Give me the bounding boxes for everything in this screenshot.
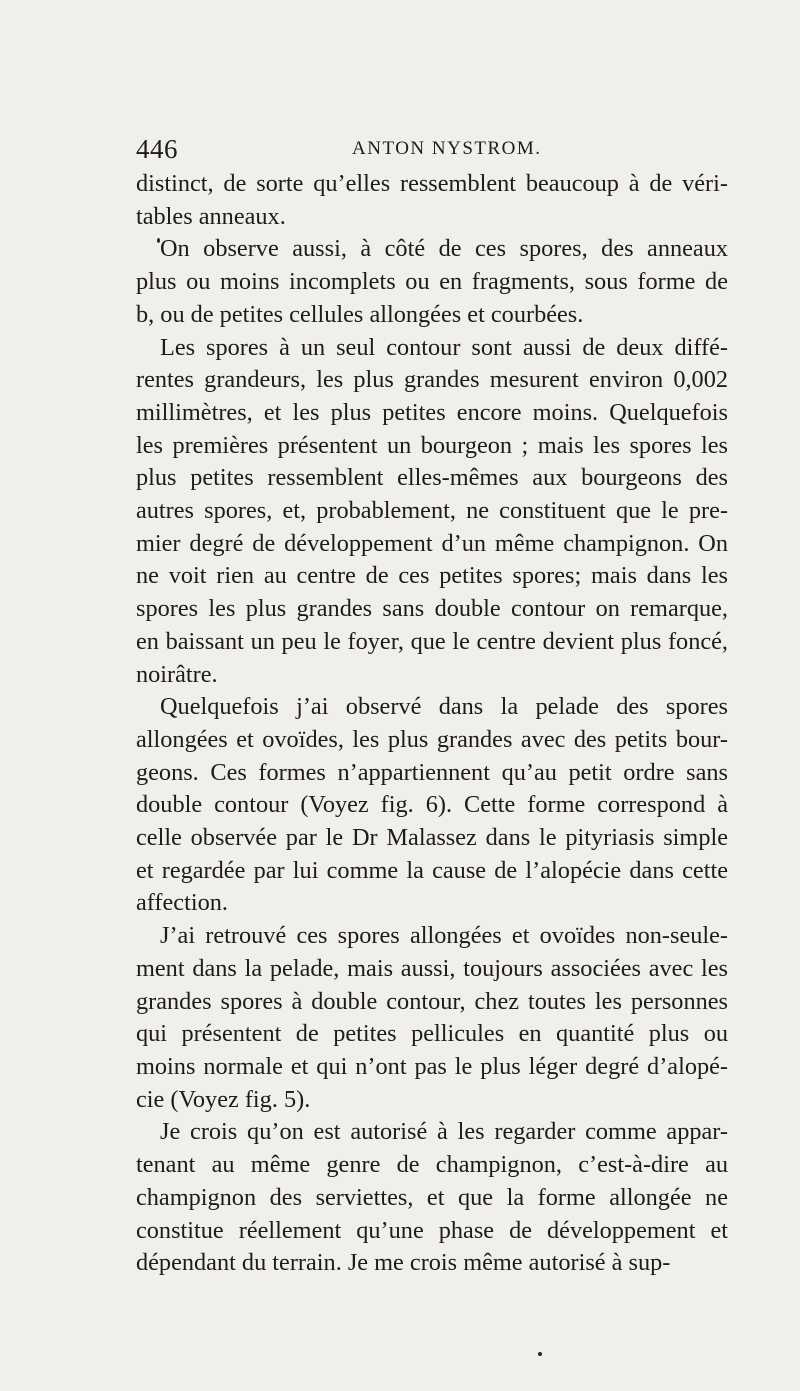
text-line: distinct, de sorte qu’elles ressemblent beaucoup à de véri- (136, 170, 728, 197)
text-line: mier degré de développement d’un même champignon. On (136, 529, 728, 557)
paragraph (136, 1116, 728, 1280)
text-line: millimètres, et les plus petites encore moins. Quelquefois (136, 398, 728, 426)
text-line: ne voit rien au centre de ces petites spores; mais dans les (136, 562, 728, 590)
text-line: champignon des serviettes, et que la forme allongée ne (136, 1183, 728, 1211)
text-line: spores les plus grandes sans double contour on remarque, (136, 595, 728, 623)
paragraph (136, 332, 728, 692)
text-line: geons. Ces formes n’appartiennent qu’au petit ordre sans (136, 758, 728, 786)
page-header (136, 128, 726, 168)
text-line: On observe aussi, à côté de ces spores, des anneaux (160, 235, 728, 263)
body-text (136, 168, 728, 1280)
text-line: celle observée par le Dr Malassez dans le pityriasis simple (136, 824, 728, 852)
text-line: b, ou de petites cellules allongées et courbées. (136, 300, 584, 328)
text-line: noirâtre. (136, 660, 218, 688)
text-line: autres spores, et, probablement, ne constituent que le pre- (136, 497, 728, 525)
text-line: rentes grandeurs, les plus grandes mesurent environ 0,002 (136, 366, 728, 394)
text-line: constitue réellement qu’une phase de développement et (136, 1216, 728, 1244)
text-line: allongées et ovoïdes, les plus grandes avec des petits bour- (136, 725, 728, 753)
text-line: et regardée par lui comme la cause de l’alopécie dans cette (136, 856, 728, 884)
text-line: double contour (Voyez fig. 6). Cette forme correspond à (136, 791, 728, 819)
text-line: grandes spores à double contour, chez toutes les personnes (136, 987, 728, 1015)
text-line: tables anneaux. (136, 202, 286, 230)
text-line: les premières présentent un bourgeon ; mais les spores les (136, 431, 728, 459)
text-line: Je crois qu’on est autorisé à les regarder comme appar- (160, 1118, 728, 1146)
text-line: dépendant du terrain. Je me crois même autorisé à sup- (136, 1249, 671, 1277)
paragraph (136, 691, 728, 920)
text-line: moins normale et qui n’ont pas le plus léger degré d’alopé- (136, 1052, 728, 1080)
paragraph (136, 920, 728, 1116)
text-line: tenant au même genre de champignon, c’est-à-dire au (136, 1151, 728, 1179)
text-line: Les spores à un seul contour sont aussi de deux diffé- (160, 333, 728, 361)
ink-speck (538, 1352, 542, 1356)
text-line: J’ai retrouvé ces spores allongées et ovoïdes non-seule- (160, 922, 728, 950)
text-line: Quelquefois j’ai observé dans la pelade des spores (160, 693, 728, 721)
text-line: cie (Voyez fig. 5). (136, 1085, 311, 1113)
page-number: 446 (136, 134, 178, 164)
running-head: ANTON NYSTROM. (352, 138, 542, 159)
text-line: ment dans la pelade, mais aussi, toujours associées avec les (136, 954, 728, 982)
ink-speck (157, 238, 160, 243)
text-line: plus ou moins incomplets ou en fragments, sous forme de (136, 268, 728, 296)
text-line: qui présentent de petites pellicules en quantité plus ou (136, 1020, 728, 1048)
paragraph (136, 168, 728, 233)
text-line: plus petites ressemblent elles-mêmes aux bourgeons des (136, 464, 728, 492)
paragraph (136, 233, 728, 331)
text-line: affection. (136, 889, 228, 917)
text-line: en baissant un peu le foyer, que le centre devient plus foncé, (136, 627, 728, 655)
